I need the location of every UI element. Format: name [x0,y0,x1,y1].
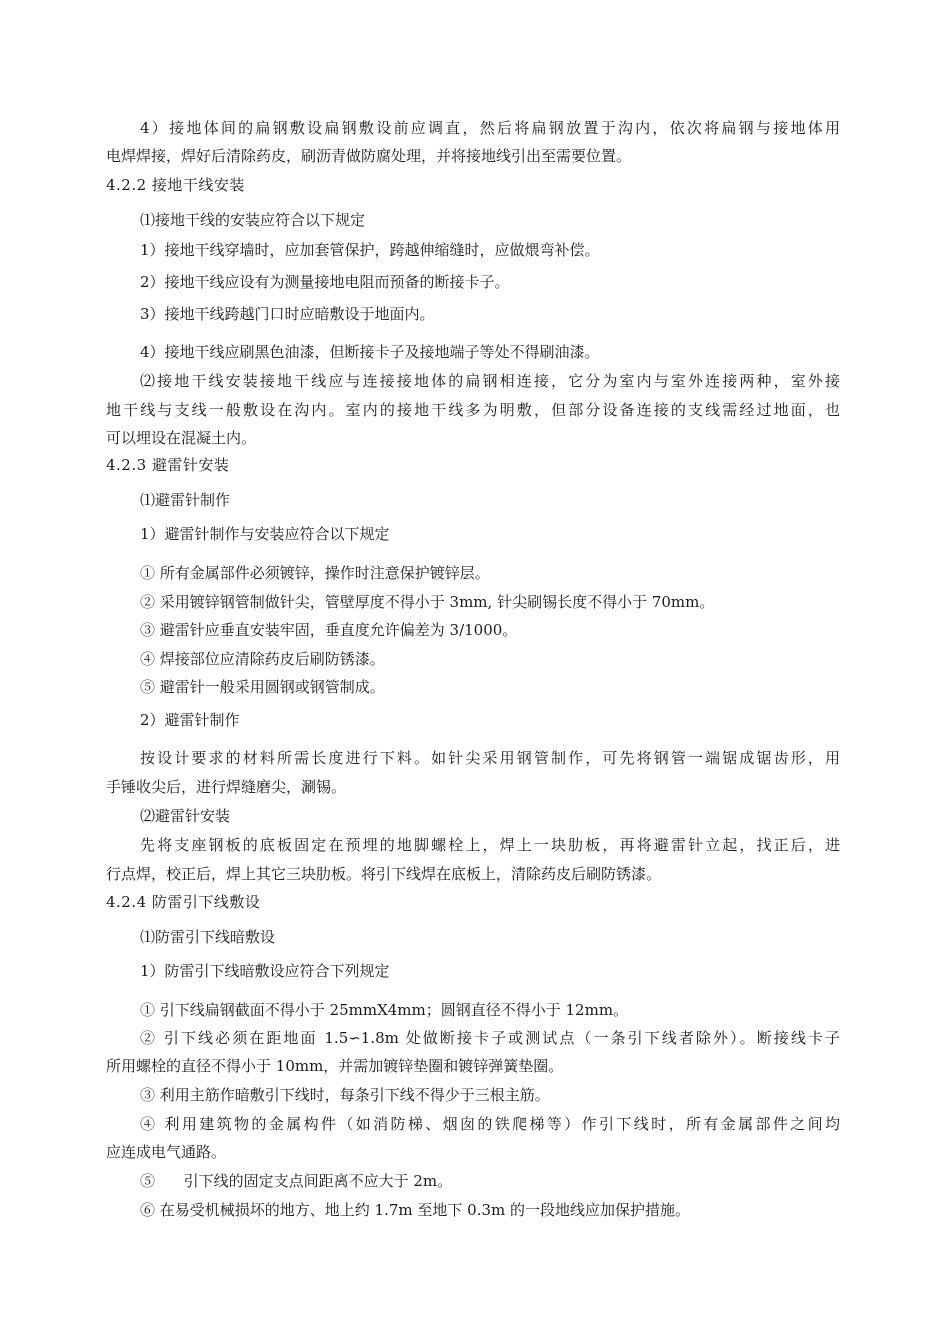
list-item: ② 采用镀锌钢管制做针尖，管壁厚度不得小于 3mm, 针尖刷锡长度不得小于 70mm。 [140,593,715,611]
paragraph-line: 行点焊，校正后，焊上其它三块肋板。将引下线焊在底板上，清除药皮后刷防锈漆。 [106,865,662,883]
list-item: ④ 利用建筑物的金属构件（如消防梯、烟囱的铁爬梯等）作引下线时，所有金属部件之间均 [140,1115,840,1133]
paragraph-line: 4）接地体间的扁钢敷设扁钢敷设前应调直，然后将扁钢放置于沟内，依次将扁钢与接地体用 [140,119,840,137]
paragraph-line: 按设计要求的材料所需长度进行下料。如针尖采用钢管制作，可先将钢管一端锯成锯齿形，用 [140,749,840,767]
paragraph-line: 先将支座钢板的底板固定在预埋的地脚螺栓上，焊上一块肋板，再将避雷针立起，找正后，进 [140,836,840,854]
list-item: ① 所有金属部件必须镀锌，操作时注意保护镀锌层。 [140,564,490,582]
list-item: ⑤ 避雷针一般采用圆钢或钢管制成。 [140,678,385,696]
paragraph-line: 电焊焊接，焊好后清除药皮，刷沥青做防腐处理，并将接地线引出至需要位置。 [106,147,632,165]
list-item: 2）避雷针制作 [140,711,240,729]
paragraph-line: 地干线与支线一般敷设在沟内。室内的接地干线多为明敷，但部分设备连接的支线需经过地面，也 [106,401,840,419]
list-item: 3）接地干线跨越门口时应暗敷设于地面内。 [140,305,435,323]
list-item: 2）接地干线应设有为测量接地电阻而预备的断接卡子。 [140,273,510,291]
section-heading: 4.2.4 防雷引下线敷设 [106,893,261,911]
paragraph-line: 可以埋设在混凝土内。 [106,429,257,447]
paragraph-line: ⑵接地干线安装接地干线应与连接接地体的扁钢相连接，它分为室内与室外连接两种，室外接 [140,372,840,390]
subsection-heading: ⑴避雷针制作 [140,491,231,509]
list-item: ③ 避雷针应垂直安装牢固，垂直度允许偏差为 3/1000。 [140,621,518,639]
list-item: ⑤ 引下线的固定支点间距离不应大于 2m。 [140,1172,453,1190]
list-item: 1）接地干线穿墙时，应加套管保护，跨越伸缩缝时，应做煨弯补偿。 [140,241,600,259]
paragraph-line: 手锤收尖后，进行焊缝磨尖，涮锡。 [106,778,347,796]
subsection-heading: ⑴接地干线的安装应符合以下规定 [140,211,366,229]
list-item: ① 引下线扁钢截面不得小于 25mmX4mm；圆钢直径不得小于 12mm。 [140,1001,629,1019]
list-item: ⑥ 在易受机械损坏的地方、地上约 1.7m 至地下 0.3m 的一段地线应加保护措施。 [140,1201,691,1219]
list-item: ② 引下线必须在距地面 1.5∽1.8m 处做断接卡子或测试点（一条引下线者除外）。断接线卡子 [140,1029,840,1047]
list-item: 1）避雷针制作与安装应符合以下规定 [140,525,390,543]
paragraph-line: 应连成电气通路。 [106,1143,227,1161]
section-heading: 4.2.3 避雷针安装 [106,456,230,474]
subsection-heading: ⑴防雷引下线暗敷设 [140,928,276,946]
list-item: ③ 利用主筋作暗敷引下线时，每条引下线不得少于三根主筋。 [140,1086,550,1104]
subsection-heading: ⑵避雷针安装 [140,807,231,825]
section-heading: 4.2.2 接地干线安装 [106,176,245,194]
list-item: 1）防雷引下线暗敷设应符合下列规定 [140,962,390,980]
paragraph-line: 所用螺栓的直径不得小于 10mm，并需加镀锌垫圈和镀锌弹簧垫圈。 [106,1057,564,1075]
list-item: 4）接地干线应刷黑色油漆，但断接卡子及接地端子等处不得刷油漆。 [140,343,600,361]
list-item: ④ 焊接部位应清除药皮后刷防锈漆。 [140,650,385,668]
